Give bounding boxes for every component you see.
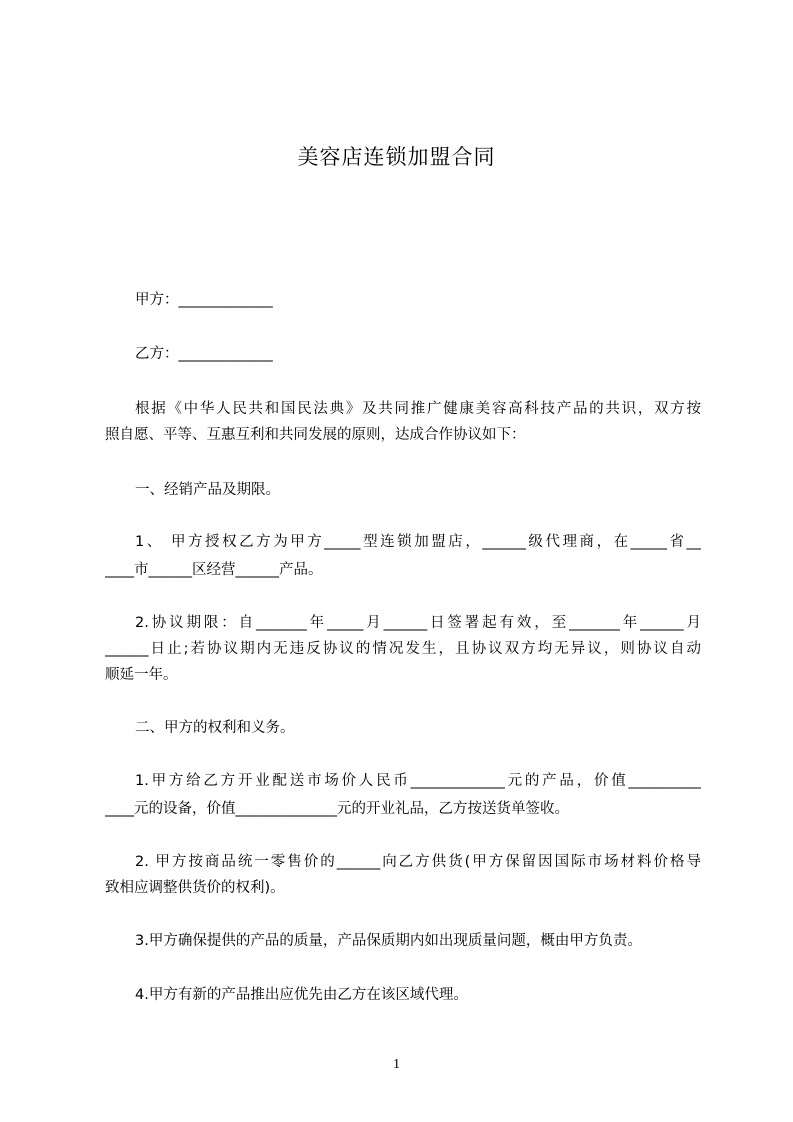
section-2-item-3: 3.甲方确保提供的产品的质量，产品保质期内如出现质量问题，概由甲方负责。 (135, 933, 642, 949)
section-1-heading: 一、经销产品及期限。 (135, 482, 280, 498)
section-1-item-1-line-2: ____市______区经营______产品。 (105, 562, 323, 578)
section-2-item-1-line-2: ____元的设备，价值______________元的开业礼品，乙方按送货单签收。 (105, 801, 569, 817)
party-a-line: 甲方：_____________ (135, 292, 273, 308)
page-number: 1 (393, 1057, 400, 1072)
section-1-item-1-line-1: 1、 甲方授权乙方为甲方_____型连锁加盟店，______级代理商，在_____省__ (135, 534, 701, 550)
section-2-item-2-line-2: 致相应调整供货价的权利)。 (105, 880, 285, 896)
preamble-line-1: 根据《中华人民共和国民法典》及共同推广健康美容高科技产品的共识，双方按 (135, 401, 701, 417)
party-b-line: 乙方：_____________ (135, 346, 273, 362)
section-2-item-4: 4.甲方有新的产品推出应优先由乙方在该区域代理。 (135, 987, 468, 1003)
contract-title: 美容店连锁加盟合同 (297, 145, 496, 169)
section-2-item-2-line-1: 2. 甲方按商品统一零售价的______向乙方供货(甲方保留因国际市场材料价格导 (135, 854, 701, 870)
preamble-line-2: 照自愿、平等、互惠互利和共同发展的原则，达成合作协议如下： (105, 427, 526, 443)
section-2-heading: 二、甲方的权利和义务。 (135, 720, 295, 736)
section-2-item-1-line-1: 1.甲方给乙方开业配送市场价人民币_____________元的产品，价值__________ (135, 773, 701, 789)
section-1-item-2-line-1: 2.协议期限：自_______年_____月______日签署起有效，至_______年______月 (135, 615, 701, 631)
section-1-item-2-line-2: ______日止;若协议期内无违反协议的情况发生，且协议双方均无异议，则协议自动 (105, 641, 701, 657)
section-1-item-2-line-3: 顺延一年。 (105, 667, 178, 683)
